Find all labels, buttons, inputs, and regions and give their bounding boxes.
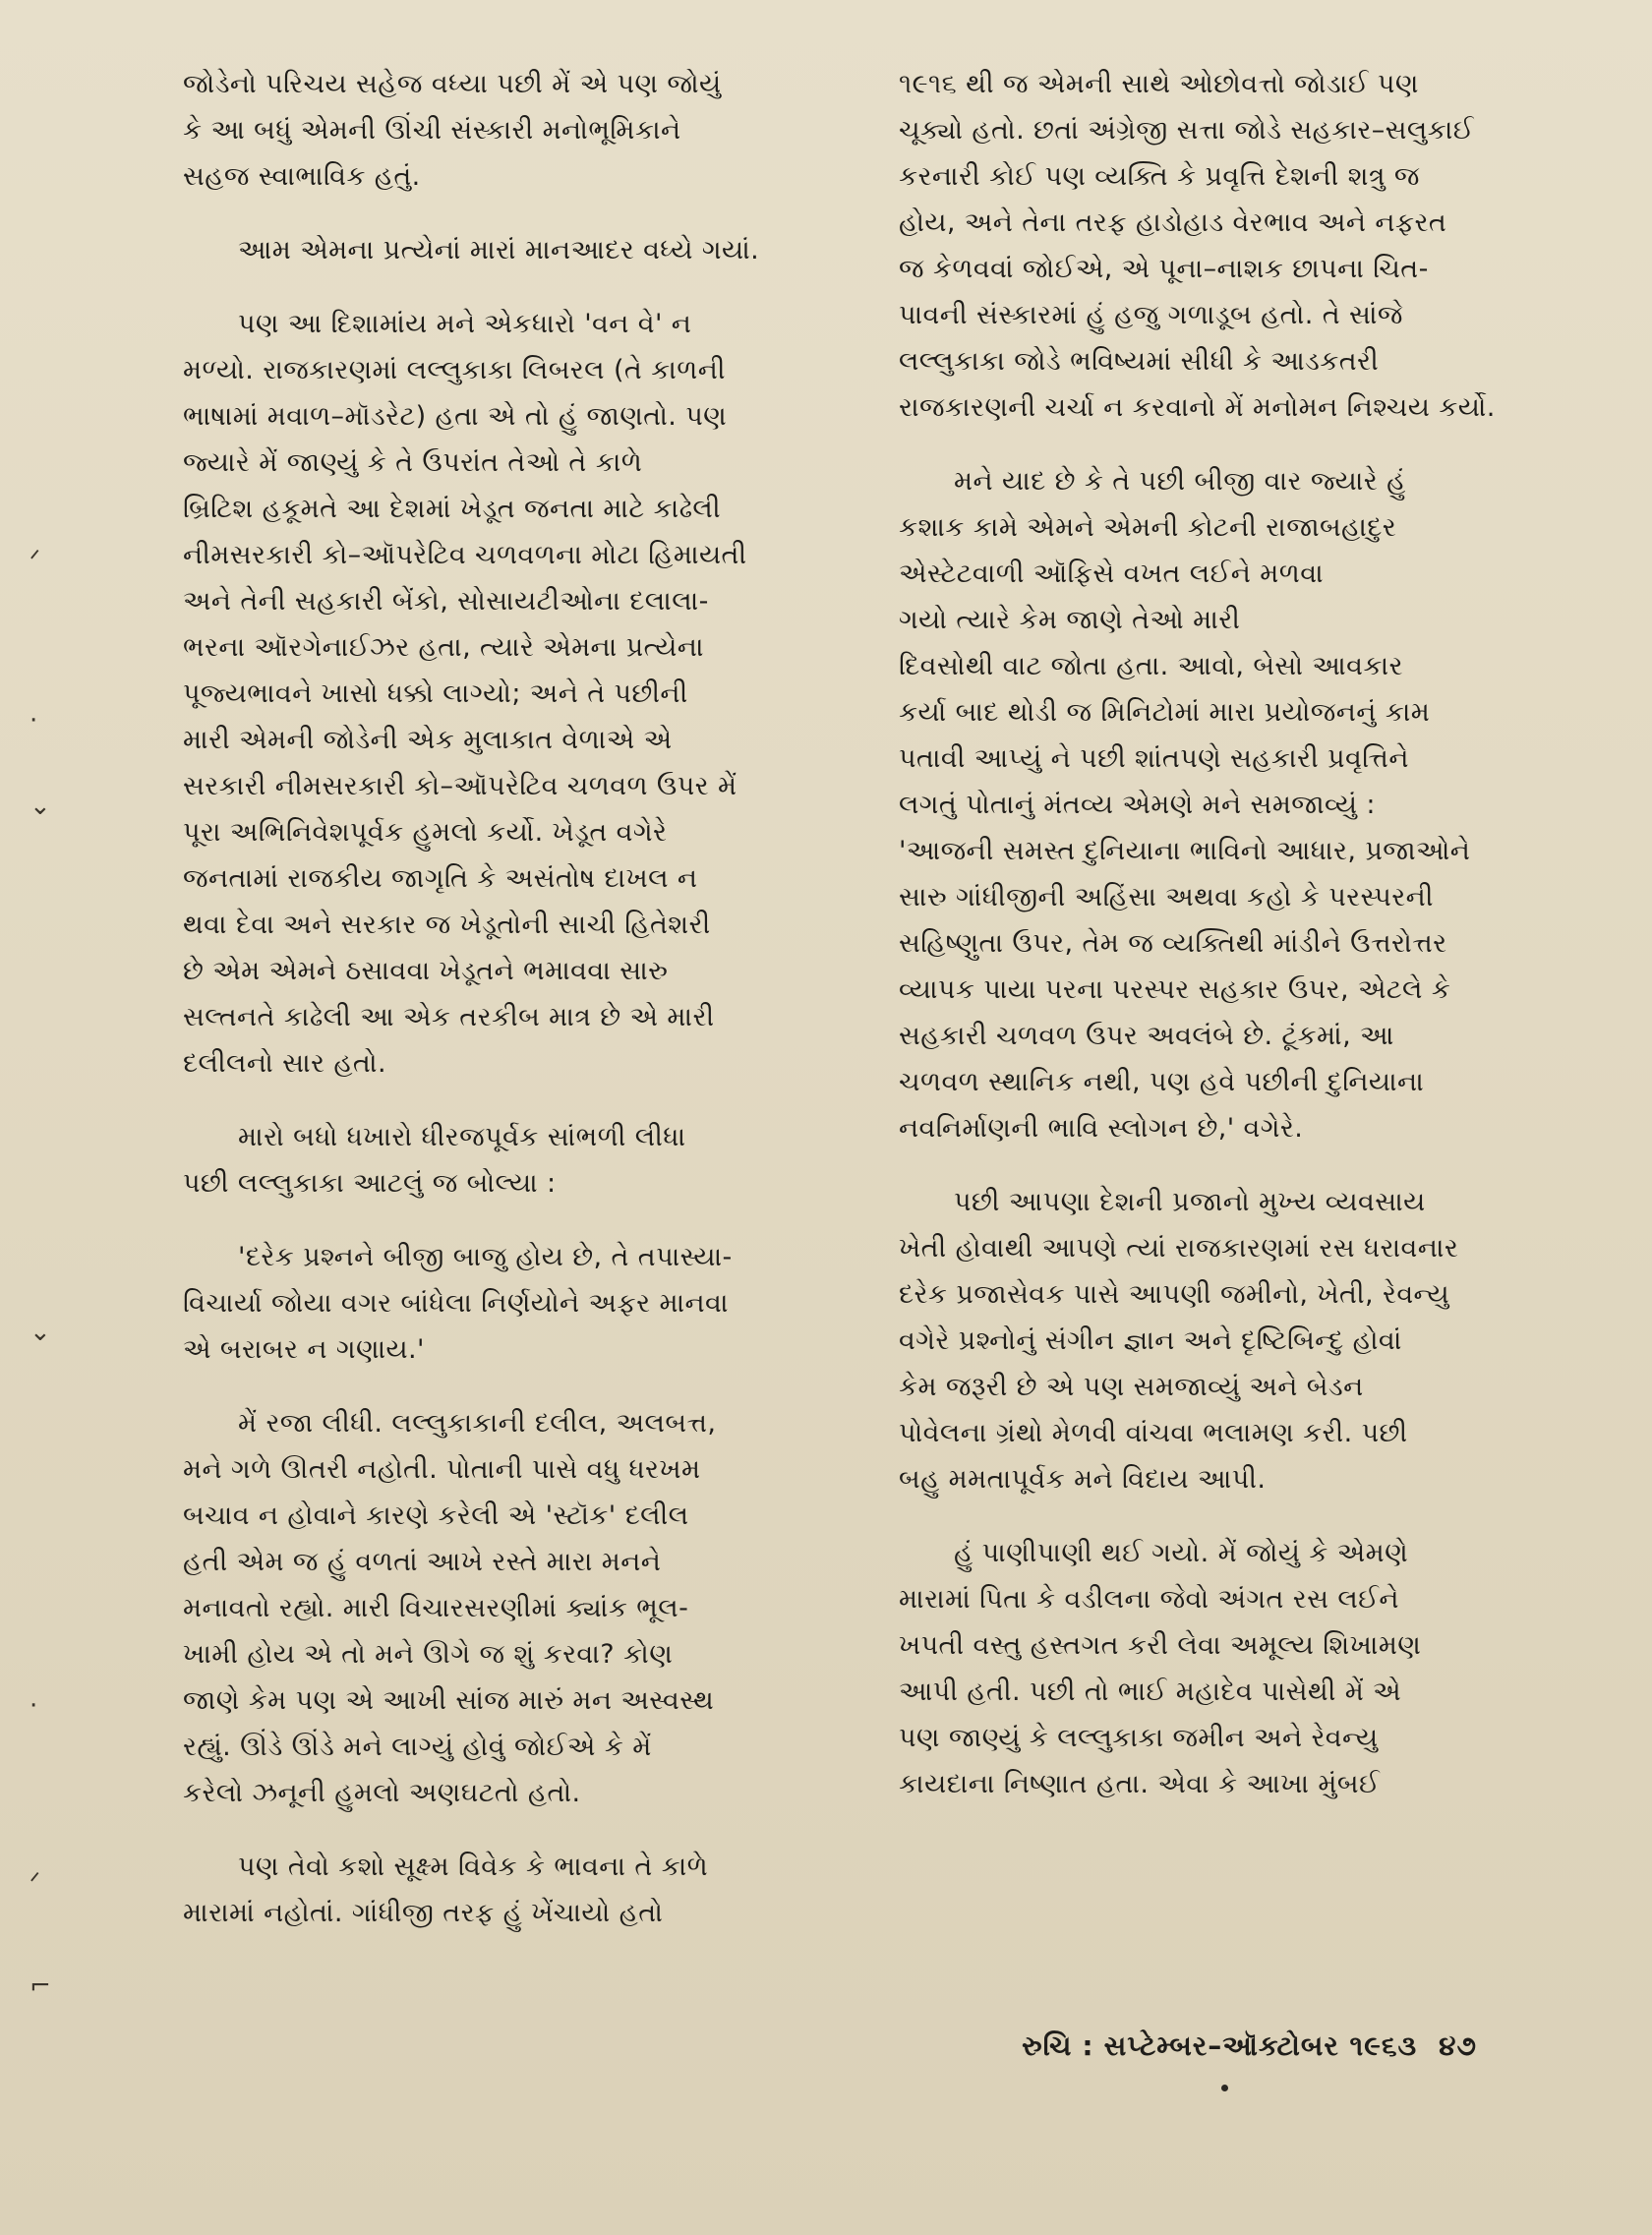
text-line: કશાક કામે એમને એમની કોટની રાજાબહાદુર xyxy=(899,512,1397,543)
left-paragraph xyxy=(183,301,850,1087)
text-line: હું પાણીપાણી થઈ ગયો. મેં જોયું કે એમણે xyxy=(954,1538,1409,1568)
left-paragraph xyxy=(183,61,850,200)
text-line: સલ્તનતે કાઢેલી આ એક તરકીબ માત્ર છે એ મારી xyxy=(183,1002,715,1032)
text-line: આમ એમના પ્રત્યેનાં મારાં માનઆદર વધ્યે ગયાં. xyxy=(238,235,760,265)
text-line: એસ્ટેટવાળી ઑફિસે વખત લઈને મળવા xyxy=(899,559,1325,589)
left-paragraph xyxy=(183,227,850,273)
text-line: લગતું પોતાનું મંતવ્ય એમણે મને સમજાવ્યું : xyxy=(899,790,1376,820)
text-line: રાજકારણની ચર્ચા ન કરવાનો મેં મનોમન નિશ્ચય કર્યો. xyxy=(899,392,1496,423)
text-line: ભાષામાં મવાળ–મૉડરેટ) હતા એ તો હું જાણતો. પણ xyxy=(183,401,728,432)
issue-date: સપ્ટેમ્બર–ઑક્ટોબર ૧૯૬૩ xyxy=(1103,2029,1418,2062)
text-line: પૂરા અભિનિવેશપૂર્વક હુમલો કર્યો. ખેડૂત વગેરે xyxy=(183,817,668,848)
text-line: પાવની સંસ્કારમાં હું હજુ ગળાડૂબ હતો. તે સાંજે xyxy=(899,300,1403,330)
left-paragraph xyxy=(183,1400,850,1816)
margin-mark-icon: ⌄ xyxy=(30,792,51,821)
text-line: મેં રજા લીધી. લલ્લુકાકાની દલીલ, અલબત્ત, xyxy=(238,1408,717,1439)
text-line: પણ તેવો કશો સૂક્ષ્મ વિવેક કે ભાવના તે કાળે xyxy=(238,1852,709,1882)
text-line: સહકારી ચળવળ ઉપર અવલંબે છે. ટૂંકમાં, આ xyxy=(899,1021,1394,1051)
left-paragraph xyxy=(183,1844,850,1936)
text-line: વગેરે પ્રશ્નોનું સંગીન જ્ઞાન અને દૃષ્ટિબિન્દુ હોવાં xyxy=(899,1325,1402,1356)
footer-separator: : xyxy=(1082,2029,1094,2062)
text-line: બહુ મમતાપૂર્વક મને વિદાય આપી. xyxy=(899,1464,1267,1495)
text-line: મારામાં નહોતાં. ગાંધીજી તરફ હું ખેંચાયો હતો xyxy=(183,1898,664,1928)
text-line: પૂજ્યભાવને ખાસો ધક્કો લાગ્યો; અને તે પછીની xyxy=(183,678,688,709)
text-line: અને તેની સહકારી બેંકો, સોસાયટીઓના દલાલા- xyxy=(183,586,709,617)
text-line: કરેલો ઝનૂની હુમલો અણઘટતો હતો. xyxy=(183,1778,581,1808)
text-line: દલીલનો સાર હતો. xyxy=(183,1048,386,1079)
margin-mark-icon: · xyxy=(30,1691,38,1721)
text-line: નવનિર્માણની ભાવિ સ્લોગન છે,' વગેરે. xyxy=(899,1113,1304,1144)
margin-mark-icon: ⌄ xyxy=(30,1318,51,1347)
text-line: ચળવળ સ્થાનિક નથી, પણ હવે પછીની દુનિયાના xyxy=(899,1067,1425,1097)
text-line: મારામાં પિતા કે વડીલના જેવો અંગત રસ લઈને xyxy=(899,1584,1399,1615)
text-line: બચાવ ન હોવાને કારણે કરેલી એ 'સ્ટૉક' દલીલ xyxy=(183,1500,689,1531)
text-line: કાયદાના નિષ્ણાત હતા. એવા કે આખા મુંબઈ xyxy=(899,1769,1381,1799)
text-line: ગયો ત્યારે કેમ જાણે તેઓ મારી xyxy=(899,605,1241,635)
text-line: જાણે કેમ પણ એ આખી સાંજ મારું મન અસ્વસ્થ xyxy=(183,1685,715,1716)
left-text-column xyxy=(183,61,850,1964)
text-line: પતાવી આપ્યું ને પછી શાંતપણે સહકારી પ્રવૃત્તિને xyxy=(899,743,1409,774)
text-line: કે આ બધું એમની ઊંચી સંસ્કારી મનોભૂમિકાને xyxy=(183,115,681,146)
margin-mark-icon: ᐟ xyxy=(30,546,41,575)
text-line: જ્યારે મેં જાણ્યું કે તે ઉપરાંત તેઓ તે કાળે xyxy=(183,447,643,478)
text-line: ચૂક્યો હતો. છતાં અંગ્રેજી સત્તા જોડે સહકાર–સલુકાઈ xyxy=(899,115,1474,146)
margin-mark-icon: · xyxy=(30,706,38,735)
text-line: ભરના ઑરગેનાઈઝર હતા, ત્યારે એમના પ્રત્યેના xyxy=(183,632,704,663)
text-line: પછી આપણા દેશની પ્રજાનો મુખ્ય વ્યવસાય xyxy=(954,1187,1426,1217)
text-line: સહજ સ્વાભાવિક હતું. xyxy=(183,161,421,192)
text-line: નીમસરકારી કો–ઑપરેટિવ ચળવળના મોટા હિમાયતી xyxy=(183,540,747,570)
text-line: જ કેળવવાં જોઈએ, એ પૂના–નાશક છાપના ચિત- xyxy=(899,254,1429,284)
text-line: પોવેલના ગ્રંથો મેળવી વાંચવા ભલામણ કરી. પછી xyxy=(899,1418,1408,1448)
text-line: સારુ ગાંધીજીની અહિંસા અથવા કહો કે પરસ્પરની xyxy=(899,882,1434,912)
margin-mark-icon: ⌐ xyxy=(30,1971,51,2001)
text-line: મળ્યો. રાજકારણમાં લલ્લુકાકા લિબરલ (તે કાળની xyxy=(183,355,726,385)
text-line: કર્યા બાદ થોડી જ મિનિટોમાં મારા પ્રયોજનનું કામ xyxy=(899,697,1431,728)
right-paragraph xyxy=(899,1530,1565,1807)
text-line: ખામી હોય એ તો મને ઊગે જ શું કરવા? કોણ xyxy=(183,1639,674,1670)
left-paragraph xyxy=(183,1114,850,1206)
text-line: 'આજની સમસ્ત દુનિયાના ભાવિનો આધાર, પ્રજાઓને xyxy=(899,836,1471,866)
right-paragraph xyxy=(899,61,1565,431)
text-line: ૧૯૧૬ થી જ એમની સાથે ઓછોવત્તો જોડાઈ પણ xyxy=(899,69,1419,99)
text-line: સહિષ્ણુતા ઉપર, તેમ જ વ્યક્તિથી માંડીને ઉત્તરોત્તર xyxy=(899,928,1447,959)
text-line: હોય, અને તેના તરફ હાડોહાડ વેરભાવ અને નફરત xyxy=(899,207,1447,238)
print-dot xyxy=(1221,2085,1228,2091)
text-line: દરેક પ્રજાસેવક પાસે આપણી જમીનો, ખેતી, રેવન્યુ xyxy=(899,1279,1449,1310)
text-line: રહ્યું. ઊંડે ઊંડે મને લાગ્યું હોવું જોઈએ કે મેં xyxy=(183,1732,652,1762)
text-line: જનતામાં રાજકીય જાગૃતિ કે અસંતોષ દાખલ ન xyxy=(183,863,698,894)
text-line: વ્યાપક પાયા પરના પરસ્પર સહકાર ઉપર, એટલે કે xyxy=(899,974,1451,1005)
text-line: મને ગળે ઊતરી નહોતી. પોતાની પાસે વધુ ધરખમ xyxy=(183,1454,701,1485)
text-line: જોડેનો પરિચય સહેજ વધ્યા પછી મેં એ પણ જોયું xyxy=(183,69,722,99)
text-line: લલ્લુકાકા જોડે ભવિષ્યમાં સીધી કે આડકતરી xyxy=(899,346,1380,377)
text-line: થવા દેવા અને સરકાર જ ખેડૂતોની સાચી હિતેશરી xyxy=(183,910,711,940)
right-text-column xyxy=(899,61,1565,1835)
text-line: એ બરાબર ન ગણાય.' xyxy=(183,1334,425,1365)
text-line: પણ જાણ્યું કે લલ્લુકાકા જમીન અને રેવન્યુ xyxy=(899,1723,1379,1753)
text-line: મને યાદ છે કે તે પછી બીજી વાર જ્યારે હું xyxy=(954,466,1406,497)
magazine-name: રુચિ xyxy=(1022,2029,1073,2062)
right-paragraph xyxy=(899,458,1565,1151)
text-line: ખેતી હોવાથી આપણે ત્યાં રાજકારણમાં રસ ધરાવનાર xyxy=(899,1233,1459,1264)
text-line: મનાવતો રહ્યો. મારી વિચારસરણીમાં ક્યાંક ભૂલ- xyxy=(183,1593,689,1623)
margin-mark-icon: ᐟ xyxy=(30,1868,41,1898)
left-paragraph xyxy=(183,1234,850,1373)
text-line: કેમ જરૂરી છે એ પણ સમજાવ્યું અને બેડન xyxy=(899,1372,1364,1402)
text-line: દિવસોથી વાટ જોતા હતા. આવો, બેસો આવકાર xyxy=(899,651,1403,681)
text-line: 'દરેક પ્રશ્નને બીજી બાજુ હોય છે, તે તપાસ્યા- xyxy=(238,1242,733,1272)
text-line: પણ આ દિશામાંય મને એકધારો 'વન વે' ન xyxy=(238,309,692,339)
text-line: હતી એમ જ હું વળતાં આખે રસ્તે મારા મનને xyxy=(183,1547,662,1577)
right-paragraph xyxy=(899,1179,1565,1502)
page-footer xyxy=(1022,2029,1477,2063)
text-line: મારો બધો ધખારો ધીરજપૂર્વક સાંભળી લીધા xyxy=(238,1122,686,1152)
text-line: બ્રિટિશ હકૂમતે આ દેશમાં ખેડૂત જનતા માટે કાઢેલી xyxy=(183,494,721,524)
text-line: આપી હતી. પછી તો ભાઈ મહાદેવ પાસેથી મેં એ xyxy=(899,1676,1402,1707)
page-number: ૪૭ xyxy=(1439,2029,1477,2062)
text-line: ખપતી વસ્તુ હસ્તગત કરી લેવા અમૂલ્ય શિખામણ xyxy=(899,1630,1422,1661)
text-line: પછી લલ્લુકાકા આટલું જ બોલ્યા : xyxy=(183,1168,557,1199)
text-line: કરનારી કોઈ પણ વ્યક્તિ કે પ્રવૃત્તિ દેશની શત્રુ જ xyxy=(899,161,1420,192)
text-line: છે એમ એમને ઠસાવવા ખેડૂતને ભમાવવા સારુ xyxy=(183,956,669,986)
text-line: વિચાર્યા જોયા વગર બાંધેલા નિર્ણયોને અફર માનવા xyxy=(183,1288,729,1319)
text-line: મારી એમની જોડેની એક મુલાકાત વેળાએ એ xyxy=(183,725,673,755)
text-line: સરકારી નીમસરકારી કો–ઑપરેટિવ ચળવળ ઉપર મેં xyxy=(183,771,738,801)
